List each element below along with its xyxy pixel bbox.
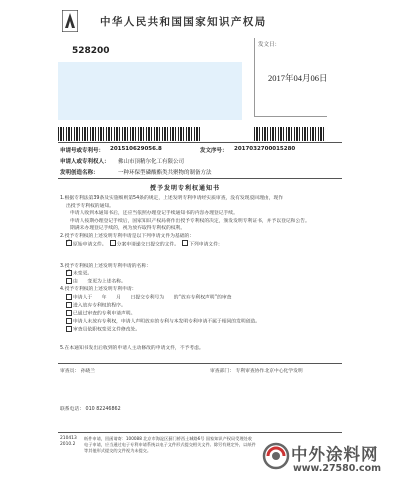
checkbox-following[interactable] [182, 240, 188, 246]
checkbox-waiver[interactable] [66, 294, 72, 300]
checkbox-original[interactable] [66, 240, 72, 246]
divider [58, 142, 342, 143]
divider [58, 363, 342, 364]
option-label: 申请人于 年 月 日提交专利号为 的“放弃专利权声明”的审查 [73, 295, 232, 301]
applicant: 佛山市顶精尔化工有限公司 [118, 159, 185, 165]
issue-date: 2017年04月06日 [268, 73, 328, 83]
examiner-row [60, 368, 95, 376]
dept-row [210, 368, 303, 376]
option-label: 下列申请文件： [189, 242, 223, 248]
serial: 2017032700015280 [234, 146, 296, 152]
barcode-right [254, 127, 324, 141]
checkbox-unchanged[interactable] [66, 270, 72, 276]
checkbox-waiver-procedure[interactable] [66, 302, 72, 308]
issue-date-label: 发文日： [258, 42, 281, 48]
application-no-label: 申请号或专利号： [60, 148, 105, 154]
option-label: 由 变更为上述名称。 [73, 279, 126, 285]
phone-number: 010 82246862 [85, 407, 121, 412]
paragraph: 申请人收到本通知书后，还应当依照办理登记手续通知书的内容办理登记手续。 [70, 211, 238, 217]
applicant-label: 申请人或专利权人： [60, 159, 110, 165]
phone-label: 联系电话： [60, 407, 84, 412]
paragraph: 1.根据专利法第39条及实施细则第54条的规定，上述发明专利申请经实质审查，没有发现驳回理由，现作 [60, 196, 284, 201]
sipo-logo-icon [62, 10, 78, 32]
note-electronic: 电子申请，应当通过电子专利申请系统以电子文件形式提交相关文件。除另有规定外，以纸件等其他形式提交的文件视为未提交。 [84, 442, 256, 453]
paragraph: 期满未办理登记手续的，视为放弃取得专利权的权利。 [70, 226, 186, 232]
option-label: 申请人未放弃专利权，申请人声明放弃的专利与本发明专利申请不属于相同的发明创造。 [73, 319, 261, 325]
office-name: 中华人民共和国国家知识产权局 [100, 16, 267, 28]
form-date: 2010.2 [60, 442, 76, 447]
postcode: 528200 [72, 46, 110, 56]
checkbox-divisional[interactable] [110, 240, 116, 246]
examiner-name: 孙晓兰 [80, 369, 96, 374]
serial-label: 发文序号： [200, 148, 228, 154]
paragraph: 5.在本通知书发出后收到的申请人主动修改的申请文件，不予考虑。 [60, 345, 204, 351]
brand-url[interactable]: www.27580.com [293, 463, 382, 474]
brand-logo-icon [262, 442, 290, 470]
redacted-address-block [58, 62, 242, 120]
brand-name: 中外涂料网 [291, 445, 379, 464]
dept-label: 审查部门： [210, 369, 234, 374]
option-label: 进入放弃专利权的程序。 [73, 303, 126, 309]
option-label: 审查员依职权变更文件修改处。 [73, 327, 141, 333]
option-label: 已通过审查的专利申请声明。 [73, 311, 136, 317]
option-label: 未变更。 [73, 271, 93, 277]
form-no: 210413 [60, 436, 77, 441]
divider [58, 432, 342, 433]
notice-body [60, 195, 348, 352]
barcode-left [58, 127, 200, 141]
divider [58, 178, 342, 179]
checkbox-examiner-edit[interactable] [66, 326, 72, 332]
checkbox-changed[interactable] [66, 278, 72, 284]
phone-row [60, 406, 121, 414]
dept-name: 专利审查协作北京中心化学发明 [235, 369, 303, 374]
mailing-notes [84, 436, 256, 454]
examiner-label: 审查员： [60, 369, 80, 374]
paragraph: 4.授予专利权的上述发明专利申请： [60, 287, 137, 293]
invention-label: 发明创造名称： [60, 170, 99, 176]
application-no: 201510629056.8 [110, 146, 162, 152]
note-paper: 纸件申请，回函请寄：100088 北京市海淀区蓟门桥西土城路6号 国家知识产权局受理处收 [84, 436, 252, 441]
paragraph: 2.授予专利权的上述发明专利申请是以下列申请文件为基础的： [60, 233, 195, 239]
form-number [60, 436, 77, 448]
basis-options [60, 241, 348, 249]
paragraph: 申请人按期办理登记手续后，国家知识产权局将作出授予专利权的决定，颁发发明专利证书，并予以登记和公告。 [70, 218, 310, 224]
invention-name: 一种环保型磷酸酯类共聚物的制备方法 [118, 170, 212, 176]
paragraph: 3.授予专利权的上述发明专利申请的名称： [60, 263, 151, 269]
checkbox-approved[interactable] [66, 310, 72, 316]
option-label: 分案申请递交日提交的文件。 [116, 242, 180, 248]
notice-title: 授予发明专利权通知书 [150, 185, 221, 192]
option-label: 原始申请文件。 [73, 242, 107, 248]
checkbox-not-waived[interactable] [66, 318, 72, 324]
paragraph: 出授予专利权的通知。 [66, 203, 114, 209]
